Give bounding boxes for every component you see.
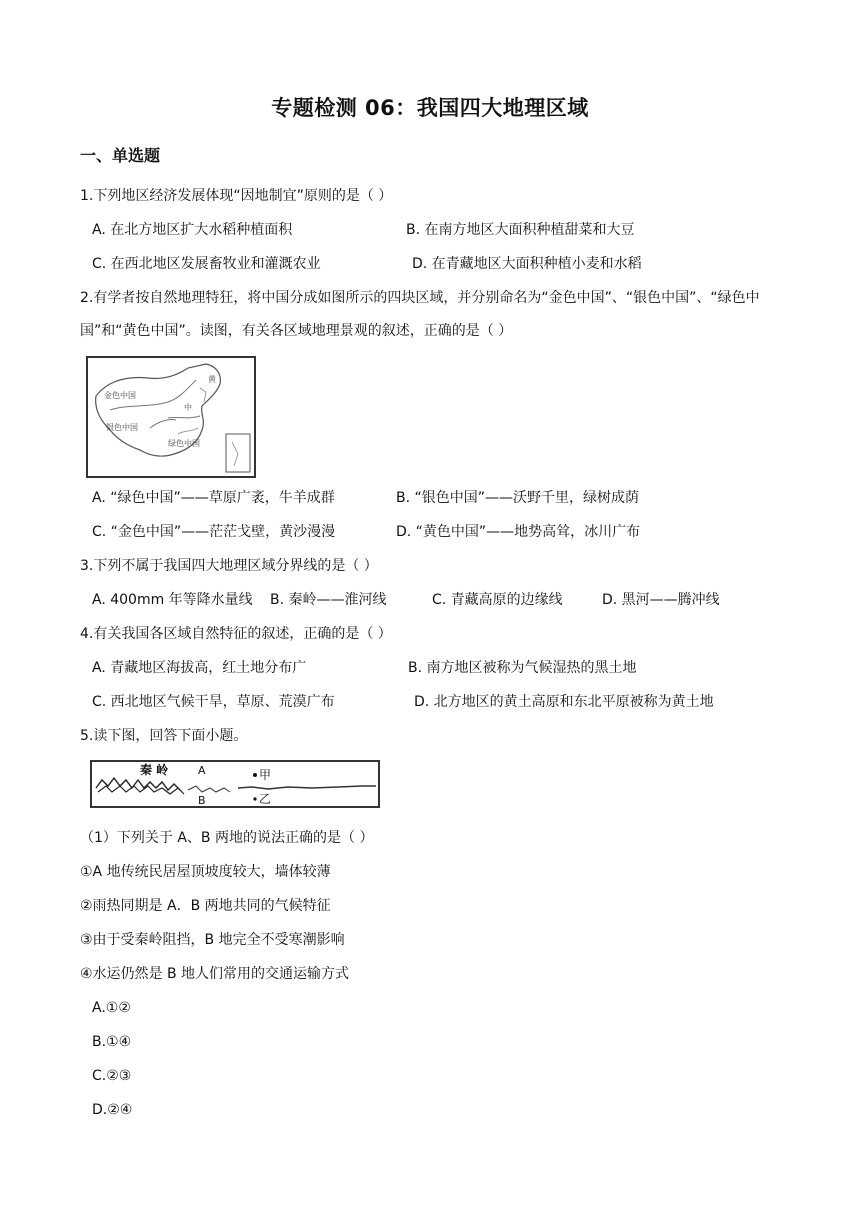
q1-option-d[interactable]: D. 在青藏地区大面积种植小麦和水稻: [412, 256, 642, 272]
q4-option-b[interactable]: B. 南方地区被称为气候湿热的黑土地: [408, 660, 637, 676]
point-jia-dot: [253, 773, 257, 777]
q5-statement-2: ②雨热同期是 A．B 两地共同的气候特征: [80, 898, 331, 914]
q5-option-b[interactable]: B.①④: [92, 1034, 132, 1050]
q5-option-a[interactable]: A.①②: [92, 1000, 131, 1016]
q2-option-d[interactable]: D. “黄色中国”——地势高耸，冰川广布: [396, 524, 641, 540]
page-title: 专题检测 06：我国四大地理区域: [271, 96, 589, 120]
q5-statement-1: ①A 地传统民居屋顶坡度较大，墙体较薄: [80, 864, 331, 880]
q1-option-b[interactable]: B. 在南方地区大面积种植甜菜和大豆: [406, 222, 635, 238]
china-regions-map: [86, 356, 256, 478]
q3-option-a[interactable]: A. 400mm 年等降水量线: [92, 592, 253, 608]
map-label-silver: 银色中国: [106, 423, 138, 432]
question-5-sub: （1）下列关于 A、B 两地的说法正确的是（ ）: [80, 830, 374, 846]
map-label-yellow: 黄: [208, 375, 216, 384]
q3-option-b[interactable]: B. 秦岭——淮河线: [270, 592, 387, 608]
q3-option-d[interactable]: D. 黑河——腾冲线: [602, 592, 720, 608]
label-qinling: 秦 岭: [140, 763, 169, 777]
question-2-stem: 2.有学者按自然地理特狂，将中国分成如图所示的四块区域，并分别命名为“金色中国”、“银色中国”、“绿色中国”和“黄色中国”。读图，有关各区域地理景观的叙述，正确的是（ ）: [80, 290, 760, 339]
q4-option-c[interactable]: C. 西北地区气候干旱，草原、荒漠广布: [92, 694, 335, 710]
q4-option-a[interactable]: A. 青藏地区海拔高，红土地分布广: [92, 660, 307, 676]
china-map-svg: [88, 358, 254, 476]
q5-statement-3: ③由于受秦岭阻挡，B 地完全不受寒潮影响: [80, 932, 345, 948]
q5-statement-4: ④水运仍然是 B 地人们常用的交通运输方式: [80, 966, 350, 982]
q5-option-c[interactable]: C.②③: [92, 1068, 132, 1084]
label-a: A: [198, 764, 206, 777]
question-4-stem: 4.有关我国各区域自然特征的叙述，正确的是（ ）: [80, 626, 392, 642]
point-yi-dot: [253, 797, 256, 800]
question-3-stem: 3.下列不属于我国四大地理区域分界线的是（ ）: [80, 558, 378, 574]
question-1-stem: 1.下列地区经济发展体现“因地制宜”原则的是（ ）: [80, 188, 393, 204]
q3-option-c[interactable]: C. 青藏高原的边缘线: [432, 592, 563, 608]
qinling-diagram: [90, 760, 380, 808]
section-heading: 一、单选题: [80, 146, 161, 165]
label-yi: 乙: [259, 792, 272, 806]
map-label-gold: 金色中国: [104, 391, 136, 400]
label-b: B: [198, 794, 206, 806]
label-jia: 甲: [259, 768, 272, 782]
question-5-stem: 5.读下图，回答下面小题。: [80, 728, 248, 744]
q1-option-a[interactable]: A. 在北方地区扩大水稻种植面积: [92, 222, 293, 238]
q2-option-a[interactable]: A. “绿色中国”——草原广袤，牛羊成群: [92, 490, 335, 506]
q1-option-c[interactable]: C. 在西北地区发展畜牧业和灌溉农业: [92, 256, 321, 272]
qinling-svg: [92, 762, 378, 806]
q4-option-d[interactable]: D. 北方地区的黄土高原和东北平原被称为黄土地: [414, 694, 714, 710]
q5-option-d[interactable]: D.②④: [92, 1102, 133, 1118]
q2-option-c[interactable]: C. “金色中国”——茫茫戈壁，黄沙漫漫: [92, 524, 336, 540]
q2-option-b[interactable]: B. “银色中国”——沃野千里，绿树成荫: [396, 490, 640, 506]
map-label-mid: 中: [184, 403, 192, 412]
map-label-green: 绿色中国: [168, 439, 200, 448]
